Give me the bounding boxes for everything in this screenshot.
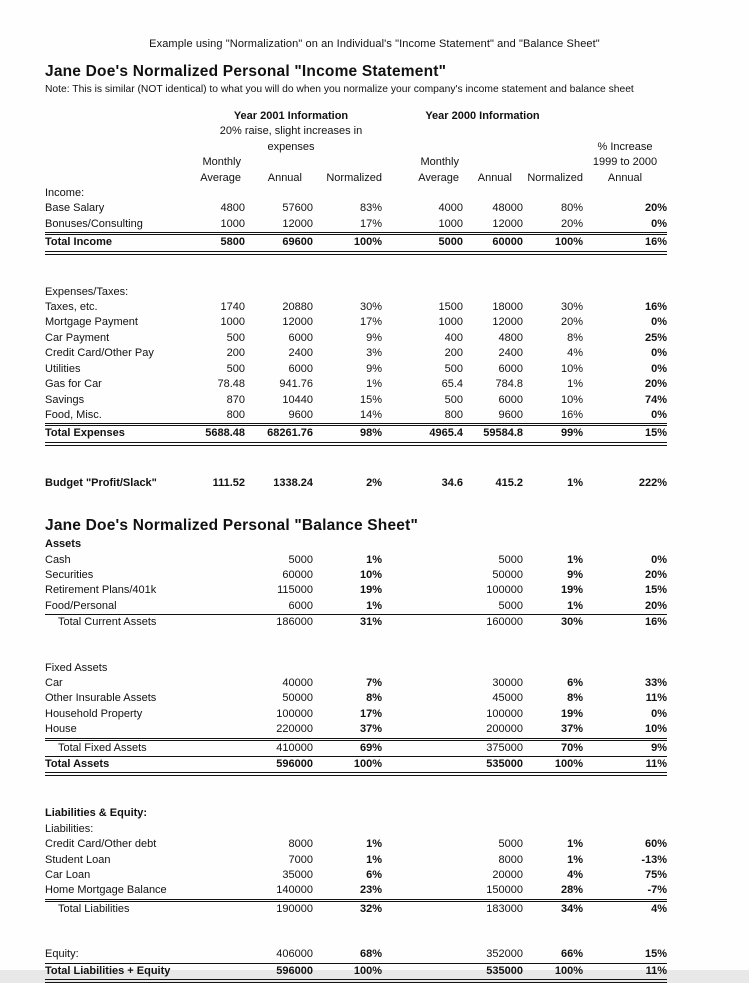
table-row: [45, 661, 667, 676]
pct-increase-header-line1: % Increase: [597, 140, 653, 153]
spacer-row: [45, 646, 667, 661]
cell-value: 410000: [276, 741, 313, 754]
annual-header-2001: Annual: [267, 171, 302, 184]
cell-value: 10%: [560, 362, 583, 375]
row-label: Mortgage Payment: [45, 316, 138, 329]
cell-value: 9%: [651, 741, 667, 754]
cell-value: 30%: [560, 301, 583, 314]
cell-value: 50000: [282, 692, 313, 705]
cell-value: 14%: [359, 408, 382, 421]
cell-value: 28%: [560, 884, 583, 897]
year-2000-header: Year 2000 Information: [425, 110, 540, 122]
cell-value: 83%: [359, 202, 382, 215]
cell-value: 4965.4: [429, 427, 463, 440]
monthly-header-2001: Monthly: [202, 156, 241, 169]
row-label: Food, Misc.: [45, 408, 102, 421]
table-row: [45, 315, 667, 330]
table-row: [45, 899, 667, 917]
cell-value: 1%: [567, 599, 583, 612]
cell-value: 74%: [644, 393, 667, 406]
cell-value: 80%: [560, 202, 583, 215]
pct-increase-header-line2: 1999 to 2000: [592, 156, 658, 169]
cell-value: 8%: [567, 692, 583, 705]
cell-value: 15%: [359, 393, 382, 406]
row-label: Household Property: [45, 707, 143, 720]
row-label: Base Salary: [45, 202, 105, 215]
normalized-header-2000: Normalized: [527, 171, 583, 184]
cell-value: 70%: [560, 741, 583, 754]
cell-value: 800: [226, 408, 245, 421]
cell-value: 2%: [366, 476, 382, 489]
cell-value: 1%: [567, 853, 583, 866]
cell-value: 6000: [498, 362, 523, 375]
normalized-header-2001: Normalized: [326, 171, 382, 184]
table-row: [45, 537, 667, 552]
cell-value: 100%: [554, 964, 583, 977]
table-row: [45, 331, 667, 346]
cell-value: 9%: [366, 362, 382, 375]
table-row: [45, 285, 667, 300]
cell-value: 1%: [366, 599, 382, 612]
balance-sheet-table: [45, 537, 667, 983]
table-row: [45, 963, 667, 983]
cell-value: 34%: [560, 902, 583, 915]
cell-value: 784.8: [495, 378, 523, 391]
cell-value: 5000: [498, 553, 523, 566]
note-text: Note: This is similar (NOT identical) to what you will do when you normalize your company's income statement and balance sheet: [45, 84, 634, 95]
cell-value: 16%: [644, 236, 667, 249]
cell-value: 9600: [498, 408, 523, 421]
cell-value: 8%: [567, 331, 583, 344]
cell-value: 57600: [282, 202, 313, 215]
cell-value: 12000: [492, 316, 523, 329]
cell-value: 68%: [359, 948, 382, 961]
table-row: [45, 232, 667, 254]
table-row: [45, 186, 667, 201]
cell-value: 50000: [492, 568, 523, 581]
row-label: Cash: [45, 553, 71, 566]
cell-value: 34.6: [441, 476, 463, 489]
cell-value: 200000: [486, 723, 523, 736]
spacer-row: [45, 270, 667, 285]
cell-value: 596000: [276, 964, 313, 977]
table-row: [45, 738, 667, 756]
cell-value: 0%: [651, 408, 667, 421]
row-label: Total Expenses: [45, 427, 125, 440]
cell-value: 5000: [498, 838, 523, 851]
row-label: Total Income: [45, 236, 113, 249]
spacer-row: [45, 776, 667, 791]
cell-value: 160000: [486, 616, 523, 629]
cell-value: -7%: [647, 884, 667, 897]
cell-value: 1000: [438, 217, 463, 230]
cell-value: 98%: [359, 427, 382, 440]
table-row: [45, 853, 667, 868]
income-statement-title: Jane Doe's Normalized Personal "Income Statement": [45, 63, 447, 80]
cell-value: 60%: [644, 838, 667, 851]
spacer-row: [45, 917, 667, 932]
table-row: [45, 599, 667, 614]
cell-value: 406000: [276, 948, 313, 961]
cell-value: 75%: [644, 869, 667, 882]
table-row: [45, 300, 667, 315]
cell-value: 23%: [359, 884, 382, 897]
cell-value: 1%: [567, 476, 583, 489]
cell-value: 9%: [366, 331, 382, 344]
cell-value: 20%: [560, 217, 583, 230]
row-label: Assets: [45, 538, 82, 551]
cell-value: 7000: [288, 853, 313, 866]
cell-value: 222%: [638, 476, 667, 489]
cell-value: 100%: [353, 964, 382, 977]
cell-value: 150000: [486, 884, 523, 897]
cell-value: 1%: [366, 853, 382, 866]
cell-value: 33%: [644, 676, 667, 689]
table-row: [45, 691, 667, 706]
cell-value: 10%: [560, 393, 583, 406]
cell-value: 31%: [359, 616, 382, 629]
cell-value: 99%: [560, 427, 583, 440]
table-row: [45, 408, 667, 423]
cell-value: 1%: [366, 838, 382, 851]
row-label: Other Insurable Assets: [45, 692, 157, 705]
header-row-column-labels: [45, 171, 667, 186]
cell-value: 11%: [645, 964, 667, 977]
balance-sheet-section: [0, 517, 749, 983]
row-label: Liabilities:: [45, 822, 94, 835]
table-row: [45, 362, 667, 377]
cell-value: 100%: [554, 236, 583, 249]
row-label: Total Liabilities + Equity: [45, 964, 171, 977]
cell-value: 9600: [288, 408, 313, 421]
row-label: Gas for Car: [45, 378, 102, 391]
cell-value: 48000: [492, 202, 523, 215]
cell-value: 32%: [359, 902, 382, 915]
row-label: Budget "Profit/Slack": [45, 476, 157, 489]
cell-value: 8%: [366, 692, 382, 705]
cell-value: 11%: [645, 692, 667, 705]
cell-value: 1%: [567, 378, 583, 391]
table-row: [45, 837, 667, 852]
cell-value: 5000: [498, 599, 523, 612]
cell-value: 30000: [492, 676, 523, 689]
pct-increase-header-line3: Annual: [607, 171, 643, 184]
cell-value: 0%: [651, 217, 667, 230]
cell-value: 5000: [288, 553, 313, 566]
cell-value: 1000: [220, 217, 245, 230]
cell-value: 415.2: [495, 476, 523, 489]
cell-value: 596000: [276, 758, 313, 770]
row-label: House: [45, 723, 77, 736]
row-label: Home Mortgage Balance: [45, 884, 167, 897]
cell-value: 500: [226, 362, 245, 375]
cell-value: 800: [444, 408, 463, 421]
cell-value: 12000: [282, 217, 313, 230]
cell-value: 100%: [353, 236, 382, 249]
cell-value: 100000: [486, 584, 523, 597]
row-label: Car: [45, 676, 63, 689]
table-row: [45, 707, 667, 722]
cell-value: 20%: [644, 202, 667, 215]
table-row: [45, 822, 667, 837]
table-row: [45, 217, 667, 232]
spacer-row: [45, 791, 667, 806]
cell-value: 0%: [651, 553, 667, 566]
spacer-row: [45, 255, 667, 270]
table-row: [45, 568, 667, 583]
cell-value: 1%: [366, 378, 382, 391]
cell-value: 15%: [644, 948, 667, 961]
cell-value: 400: [444, 331, 463, 344]
cell-value: 5800: [220, 236, 245, 249]
income-statement-section: [45, 109, 667, 491]
row-label: Total Liabilities: [58, 902, 130, 915]
table-row: [45, 806, 667, 821]
cell-value: 17%: [359, 217, 382, 230]
table-row: [45, 476, 667, 491]
table-row: [45, 201, 667, 216]
cell-value: 4800: [498, 331, 523, 344]
row-label: Fixed Assets: [45, 661, 108, 674]
cell-value: 1000: [438, 316, 463, 329]
row-label: Expenses/Taxes:: [45, 285, 129, 298]
cell-value: 66%: [560, 948, 583, 961]
cell-value: 69600: [282, 236, 313, 249]
row-label: Total Fixed Assets: [58, 741, 147, 754]
cell-value: 20%: [644, 378, 667, 391]
cell-value: 15%: [644, 584, 667, 597]
income-statement-table: [45, 186, 667, 491]
table-row: [45, 583, 667, 598]
cell-value: 870: [226, 393, 245, 406]
cell-value: 65.4: [441, 378, 463, 391]
cell-value: 375000: [486, 741, 523, 754]
cell-value: 5688.48: [205, 427, 245, 440]
cell-value: 4%: [567, 347, 583, 360]
row-label: Securities: [45, 568, 94, 581]
cell-value: 200: [444, 347, 463, 360]
cell-value: 17%: [359, 316, 382, 329]
cell-value: 0%: [651, 316, 667, 329]
cell-value: 0%: [651, 362, 667, 375]
cell-value: 200: [226, 347, 245, 360]
cell-value: 6000: [288, 331, 313, 344]
cell-value: 111.52: [212, 476, 245, 489]
cell-value: 140000: [276, 884, 313, 897]
cell-value: 100%: [353, 758, 382, 770]
cell-value: 16%: [644, 301, 667, 314]
table-row: [45, 614, 667, 630]
spacer-row: [45, 932, 667, 947]
row-label: Utilities: [45, 362, 81, 375]
cell-value: 0%: [651, 707, 667, 720]
row-label: Savings: [45, 393, 85, 406]
row-label: Total Assets: [45, 758, 110, 770]
cell-value: 8000: [288, 838, 313, 851]
table-row: [45, 377, 667, 392]
cell-value: 20%: [560, 316, 583, 329]
cell-value: 2400: [498, 347, 523, 360]
cell-value: 30%: [560, 616, 583, 629]
cell-value: 12000: [282, 316, 313, 329]
top-caption: Example using "Normalization" on an Individual's "Income Statement" and "Balance Sheet": [149, 38, 600, 50]
table-row: [45, 676, 667, 691]
balance-sheet-title: Jane Doe's Normalized Personal "Balance Sheet": [45, 517, 419, 535]
annual-header-2000: Annual: [477, 171, 512, 184]
cell-value: 1%: [567, 838, 583, 851]
average-header-2001: Average: [200, 171, 241, 184]
cell-value: 100000: [276, 707, 313, 720]
row-label: Equity:: [45, 948, 79, 961]
cell-value: 12000: [492, 217, 523, 230]
cell-value: 16%: [560, 408, 583, 421]
spacer-row: [45, 631, 667, 646]
cell-value: 20880: [282, 301, 313, 314]
row-label: Liabilities & Equity:: [45, 807, 148, 820]
cell-value: 100%: [554, 758, 583, 770]
cell-value: 6%: [567, 676, 583, 689]
row-label: Bonuses/Consulting: [45, 217, 143, 230]
cell-value: 1740: [220, 301, 245, 314]
row-label: Car Loan: [45, 869, 91, 882]
cell-value: 1%: [366, 553, 382, 566]
cell-value: 35000: [282, 869, 313, 882]
cell-value: 9%: [567, 568, 583, 581]
table-row: [45, 423, 667, 445]
row-label: Taxes, etc.: [45, 301, 98, 314]
cell-value: 19%: [359, 584, 382, 597]
cell-value: 500: [444, 362, 463, 375]
cell-value: 10%: [359, 568, 382, 581]
cell-value: 60000: [492, 236, 523, 249]
average-header-2000: Average: [418, 171, 459, 184]
spacer-row: [45, 446, 667, 461]
cell-value: 19%: [560, 707, 583, 720]
cell-value: 59584.8: [483, 427, 523, 440]
cell-value: 25%: [644, 331, 667, 344]
table-row: [45, 756, 667, 776]
table-row: [45, 553, 667, 568]
cell-value: 941.76: [279, 378, 313, 391]
cell-value: 1338.24: [273, 476, 313, 489]
cell-value: 100000: [486, 707, 523, 720]
row-label: Credit Card/Other debt: [45, 838, 157, 851]
cell-value: 20000: [492, 869, 523, 882]
cell-value: 4800: [220, 202, 245, 215]
cell-value: 17%: [359, 707, 382, 720]
cell-value: 1500: [438, 301, 463, 314]
cell-value: 1000: [220, 316, 245, 329]
cell-value: 18000: [492, 301, 523, 314]
monthly-header-2000: Monthly: [420, 156, 459, 169]
header-row-subtitle: [45, 124, 667, 155]
cell-value: 1%: [567, 553, 583, 566]
row-label: Credit Card/Other Pay: [45, 347, 154, 360]
cell-value: 190000: [276, 902, 313, 915]
cell-value: 6%: [366, 869, 382, 882]
cell-value: 3%: [366, 347, 382, 360]
header-row-year-titles: [45, 109, 667, 124]
cell-value: 69%: [359, 741, 382, 754]
row-label: Student Loan: [45, 853, 111, 866]
table-row: [45, 947, 667, 962]
cell-value: 78.48: [217, 378, 245, 391]
row-label: Total Current Assets: [58, 616, 157, 629]
column-headers: [45, 109, 667, 186]
cell-value: 16%: [644, 616, 667, 629]
spacer-row: [45, 461, 667, 476]
table-row: [45, 883, 667, 898]
cell-value: 15%: [644, 427, 667, 440]
cell-value: 10440: [282, 393, 313, 406]
cell-value: 30%: [359, 301, 382, 314]
cell-value: 2400: [288, 347, 313, 360]
cell-value: 6000: [288, 362, 313, 375]
year-2001-subtitle: 20% raise, slight increases in expenses: [219, 125, 363, 153]
table-row: [45, 346, 667, 361]
cell-value: 6000: [498, 393, 523, 406]
cell-value: -13%: [641, 853, 667, 866]
cell-value: 40000: [282, 676, 313, 689]
cell-value: 183000: [486, 902, 523, 915]
cell-value: 500: [444, 393, 463, 406]
cell-value: 186000: [276, 616, 313, 629]
cell-value: 8000: [498, 853, 523, 866]
cell-value: 10%: [644, 723, 667, 736]
cell-value: 6000: [288, 599, 313, 612]
cell-value: 37%: [560, 723, 583, 736]
row-label: Retirement Plans/401k: [45, 584, 157, 597]
cell-value: 68261.76: [267, 427, 313, 440]
table-row: [45, 722, 667, 737]
cell-value: 500: [226, 331, 245, 344]
cell-value: 45000: [492, 692, 523, 705]
cell-value: 4%: [651, 902, 667, 915]
row-label: Food/Personal: [45, 599, 117, 612]
cell-value: 0%: [651, 347, 667, 360]
cell-value: 19%: [560, 584, 583, 597]
cell-value: 7%: [366, 676, 382, 689]
cell-value: 115000: [277, 584, 313, 597]
cell-value: 20%: [644, 568, 667, 581]
row-label: Car Payment: [45, 331, 110, 344]
year-2001-header: Year 2001 Information: [233, 110, 349, 122]
cell-value: 60000: [282, 568, 313, 581]
cell-value: 5000: [438, 236, 463, 249]
row-label: Income:: [45, 187, 85, 200]
table-row: [45, 393, 667, 408]
cell-value: 20%: [644, 599, 667, 612]
cell-value: 535000: [486, 964, 523, 977]
cell-value: 352000: [486, 948, 523, 961]
cell-value: 535000: [486, 758, 523, 770]
header-row-monthly: [45, 155, 667, 170]
cell-value: 37%: [359, 723, 382, 736]
cell-value: 11%: [645, 758, 667, 770]
table-row: [45, 868, 667, 883]
cell-value: 4000: [438, 202, 463, 215]
cell-value: 4%: [567, 869, 583, 882]
cell-value: 220000: [276, 723, 313, 736]
